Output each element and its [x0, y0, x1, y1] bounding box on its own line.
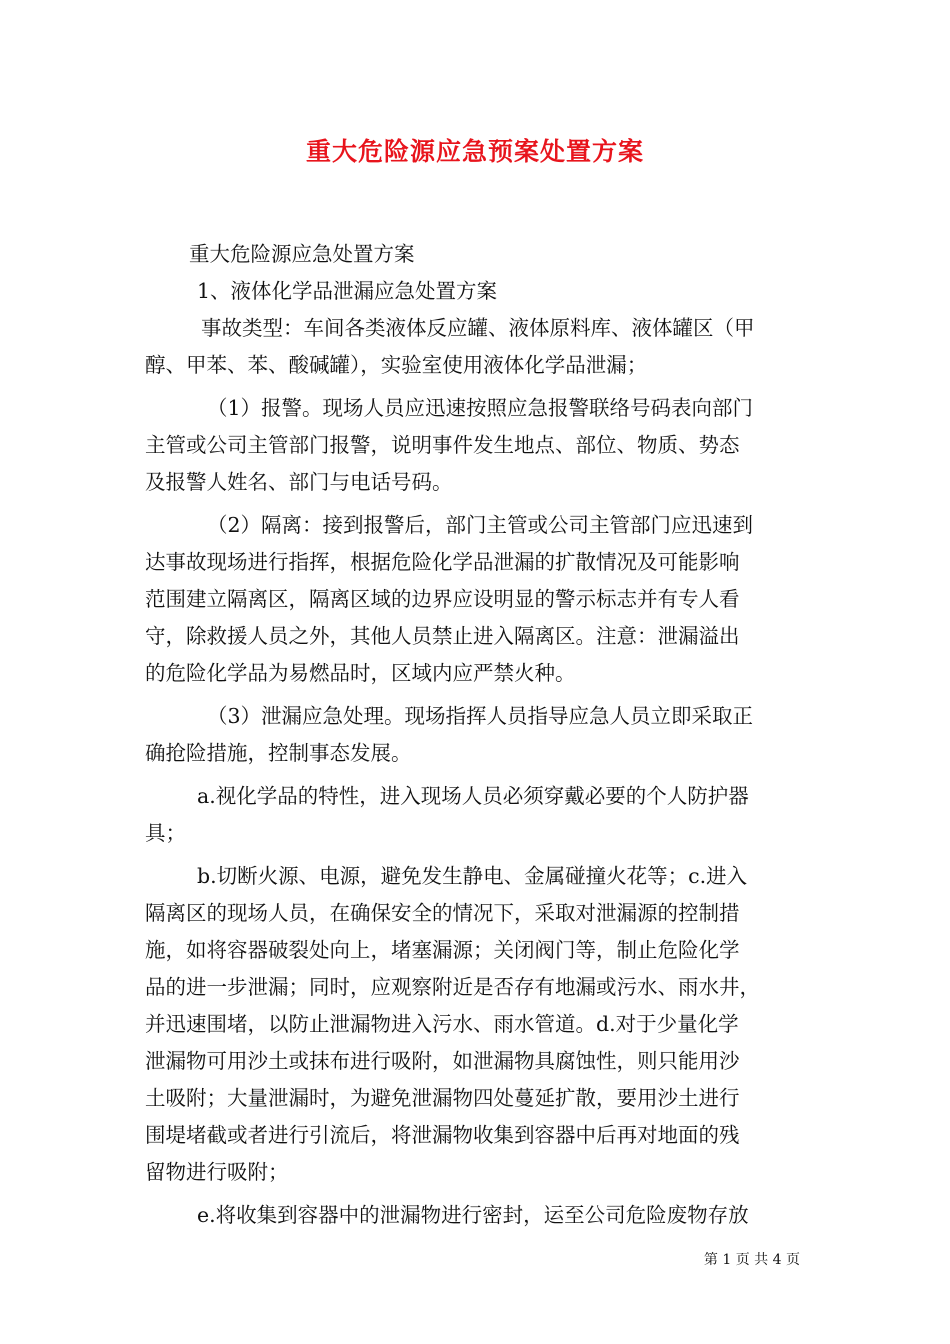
paragraph-line: 品的进一步泄漏；同时，应观察附近是否存有地漏或污水、雨水井， [145, 975, 760, 999]
paragraph-line: （2）隔离：接到报警后，部门主管或公司主管部门应迅速到 [207, 513, 754, 537]
paragraph-line: a.视化学品的特性，进入现场人员必须穿戴必要的个人防护器 [197, 784, 749, 808]
paragraph-line: 的危险化学品为易燃品时，区域内应严禁火种。 [145, 661, 576, 685]
paragraph-line: 具； [145, 821, 186, 845]
paragraph-line: （3）泄漏应急处理。现场指挥人员指导应急人员立即采取正 [207, 704, 754, 728]
paragraph-line: e.将收集到容器中的泄漏物进行密封，运至公司危险废物存放 [197, 1203, 749, 1227]
paragraph-line: 施，如将容器破裂处向上，堵塞漏源；关闭阀门等，制止危险化学 [145, 938, 740, 962]
document-body [145, 236, 807, 1234]
paragraph-line: 事故类型：车间各类液体反应罐、液体原料库、液体罐区（甲 [201, 316, 755, 340]
paragraph-line: 及报警人姓名、部门与电话号码。 [145, 470, 453, 494]
paragraph-line: 范围建立隔离区，隔离区域的边界应设明显的警示标志并有专人看 [145, 587, 740, 611]
paragraph-line: b.切断火源、电源，避免发生静电、金属碰撞火花等；c.进入 [197, 864, 748, 888]
paragraph-line: 确抢险措施，控制事态发展。 [145, 741, 412, 765]
page-current: 1 [722, 1252, 732, 1268]
document-title: 重大危险源应急预案处置方案 [305, 137, 644, 166]
paragraph-line: 泄漏物可用沙土或抹布进行吸附，如泄漏物具腐蚀性，则只能用沙 [145, 1049, 740, 1073]
paragraph-line: 并迅速围堵，以防止泄漏物进入污水、雨水管道。d.对于少量化学 [145, 1012, 739, 1036]
paragraph-line: 土吸附；大量泄漏时，为避免泄漏物四处蔓延扩散，要用沙土进行 [145, 1086, 740, 1110]
paragraph-line: 守，除救援人员之外，其他人员禁止进入隔离区。注意：泄漏溢出 [145, 624, 740, 648]
paragraph-line: 围堤堵截或者进行引流后，将泄漏物收集到容器中后再对地面的残 [145, 1123, 740, 1147]
page-number [704, 1249, 800, 1269]
paragraph-line: 隔离区的现场人员，在确保安全的情况下，采取对泄漏源的控制措 [145, 901, 740, 925]
paragraph-line: 达事故现场进行指挥，根据危险化学品泄漏的扩散情况及可能影响 [145, 550, 740, 574]
page-total: 4 [772, 1252, 782, 1268]
page-prefix: 第 [703, 1252, 718, 1268]
section-heading: 重大危险源应急处置方案 [189, 242, 415, 266]
paragraph-line: 主管或公司主管部门报警，说明事件发生地点、部位、物质、势态 [145, 433, 740, 457]
page-mid: 页 共 [735, 1252, 769, 1268]
page-suffix: 页 [786, 1252, 800, 1268]
paragraph-line: 留物进行吸附； [145, 1160, 289, 1184]
paragraph-line: （1）报警。现场人员应迅速按照应急报警联络号码表向部门 [207, 396, 754, 420]
subsection-heading: 1、液体化学品泄漏应急处置方案 [197, 279, 498, 303]
paragraph-line: 醇、甲苯、苯、酸碱罐），实验室使用液体化学品泄漏； [145, 353, 648, 377]
